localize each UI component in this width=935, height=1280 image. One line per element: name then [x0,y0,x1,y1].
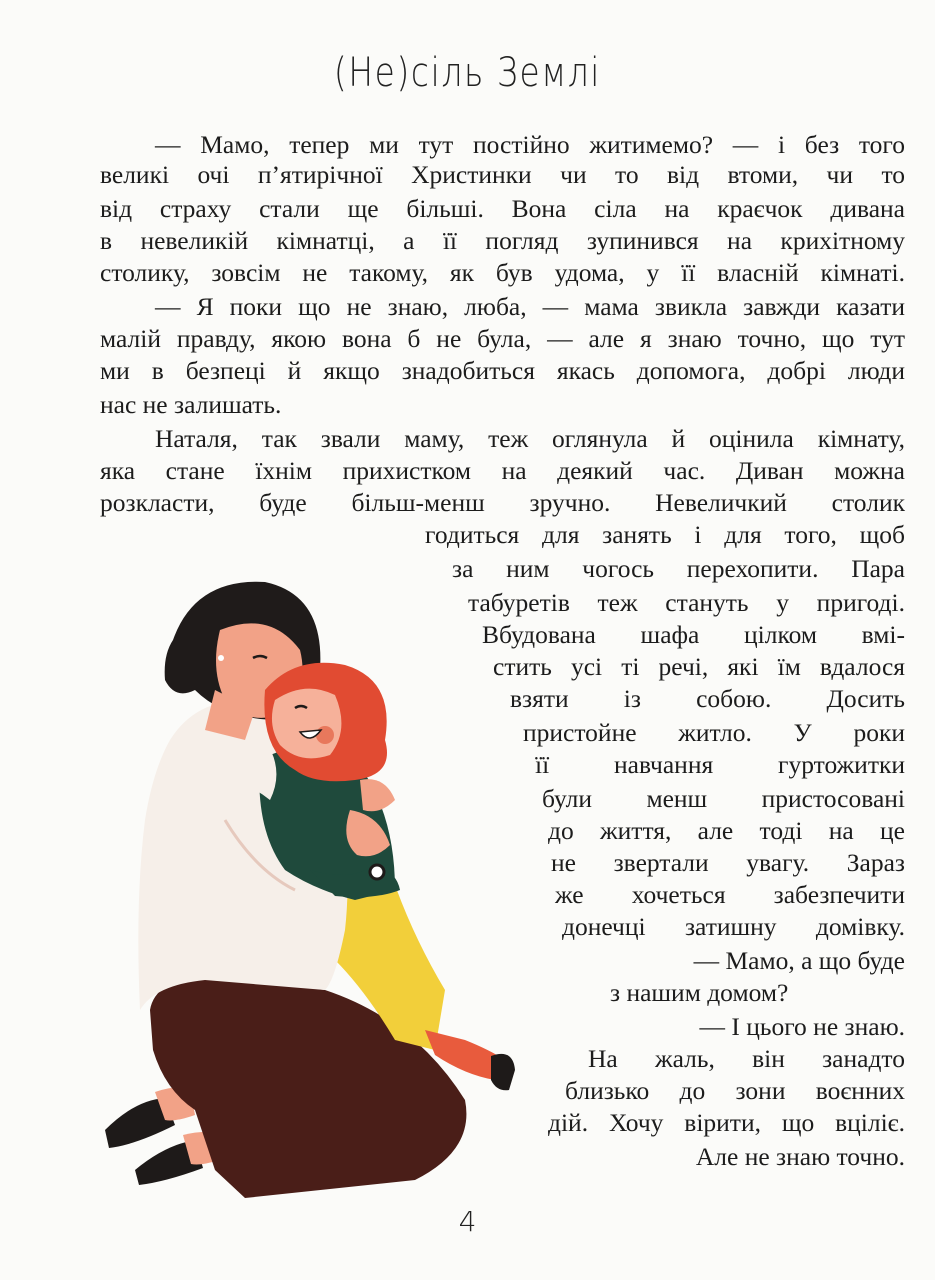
girl-cheek [316,726,334,744]
text-line: її навчання гуртожитки [535,750,905,779]
text-line: табуретів теж стануть у пригоді. [468,588,905,617]
text-line: Але не знаю точно. [695,1142,905,1171]
girl-shoe [491,1054,515,1090]
text-line: з нашим домом? [610,978,789,1007]
text-line: — Я поки що не знаю, люба, — мама звикла завжди казати [155,292,905,321]
text-line: столику, зовсім не такому, як був удома, у її власній кімнаті. [100,258,905,287]
page-number: 4 [458,1205,477,1238]
text-line: близько до зони воєнних [565,1076,905,1105]
text-line: в невеликій кімнатці, а її погляд зупинився на крихітному [100,226,905,255]
text-line: Наталя, так звали маму, теж оглянула й оцінила кімнату, [155,424,905,453]
text-line: розкласти, буде більш-менш зручно. Невеличкий столик [100,488,905,517]
text-line: були менш пристосовані [542,784,905,813]
text-line: до життя, але тоді на це [548,816,905,845]
text-line: пристойне житло. У роки [523,718,905,747]
text-line: годиться для занять і для того, щоб [425,520,905,549]
text-line: Вбудована шафа цілком вмі- [482,620,905,649]
mother-earring [218,655,224,661]
page-title: (Не)сіль Землі [333,50,602,96]
text-line: яка стане їхнім прихистком на деякий час. Диван можна [100,456,905,485]
mother-watch [370,865,384,879]
text-line: взяти із собою. Досить [510,684,905,713]
text-line: не звертали увагу. Зараз [551,848,905,877]
text-line: стить усі ті речі, які їм вдалося [493,652,905,681]
text-line: — Мамо, а що буде [693,946,905,975]
text-line: — І цього не знаю. [699,1012,905,1041]
text-line: донечці затишну домівку. [562,912,905,941]
text-line: від страху стали ще більші. Вона сіла на краєчок дивана [100,194,905,223]
text-line: же хочеться забезпечити [555,880,905,909]
text-line: На жаль, він занадто [588,1044,905,1073]
text-line: малій правду, якою вона б не була, — але я знаю точно, що тут [100,324,905,353]
text-line: великі очі п’ятирічної Христинки чи то від втоми, чи то [100,160,905,189]
text-line: за ним чогось перехопити. Пара [452,554,905,583]
text-line: ми в безпеці й якщо знадобиться якась допомога, добрі люди [100,356,905,385]
mother-hugging-daughter-illustration [95,570,525,1210]
girl-hand [360,779,395,811]
text-line: — Мамо, тепер ми тут постійно житимемо? — і без того [155,130,905,159]
text-line: дій. Хочу вірити, що вціліє. [548,1108,905,1137]
text-line: нас не залишать. [100,390,282,419]
